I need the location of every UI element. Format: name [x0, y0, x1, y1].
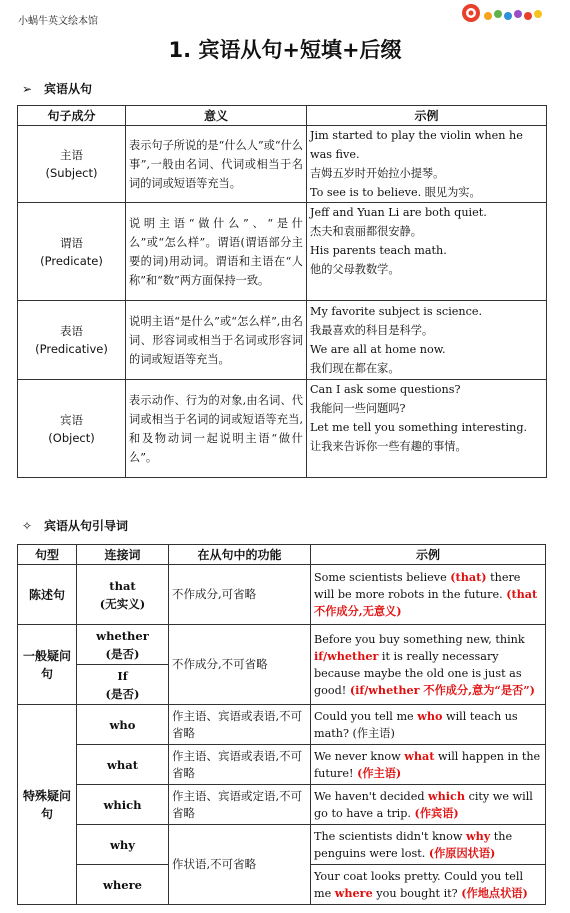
- conjunction-word: If: [117, 668, 128, 683]
- conjunction-word: that: [109, 578, 136, 593]
- section-heading-text: 宾语从句引导词: [44, 519, 129, 533]
- table-row: [18, 745, 546, 785]
- function-cell: 作状语,不可省略: [169, 825, 311, 905]
- column-header: 句子成分: [18, 106, 126, 126]
- example-text: there will be more robots in the future.: [314, 571, 521, 601]
- role-cell: [18, 301, 126, 380]
- example-text: the penguins were lost.: [314, 829, 513, 860]
- example-line: 杰夫和袁丽都很安静。: [310, 225, 422, 238]
- example-line: Let me tell you something interesting.: [310, 421, 528, 434]
- example-text: Could you tell me: [314, 709, 418, 723]
- table-row: [18, 785, 546, 825]
- meaning-cell: 说明主语“是什么”或“怎么样”,由名词、形容词或相当于名词或形容词的词或短语等充当。: [126, 301, 307, 380]
- highlight-note: (作主语): [357, 765, 402, 780]
- column-header: 连接词: [77, 545, 169, 565]
- table-row: [18, 301, 547, 380]
- highlight-note: (作地点状语): [461, 885, 528, 900]
- conjunction-cell: which: [77, 785, 169, 825]
- highlight-text: (that): [450, 570, 487, 584]
- example-line: His parents teach math.: [310, 244, 447, 257]
- role-cn: 谓语: [60, 235, 83, 250]
- example-cell: [307, 380, 547, 478]
- section-heading-text: 宾语从句: [44, 82, 93, 96]
- conjunction-table: [17, 544, 546, 905]
- example-line: 让我来告诉你一些有趣的事情。: [310, 440, 467, 453]
- object-clause-table: [17, 105, 547, 478]
- example-cell: [311, 625, 546, 705]
- conjunction-cell: [77, 625, 169, 665]
- example-line: 我能问一些问题吗?: [310, 402, 406, 415]
- table-row: [18, 565, 546, 625]
- highlight-note: (作原因状语): [428, 845, 496, 860]
- conjunction-cell: [77, 665, 169, 705]
- column-header: 意义: [126, 106, 307, 126]
- example-text: We haven't decided: [314, 789, 429, 803]
- table-row: [18, 625, 546, 665]
- example-line: We are all at home now.: [310, 343, 446, 356]
- conjunction-note: (无实义): [99, 596, 146, 611]
- example-text: will happen in the future!: [314, 749, 541, 780]
- role-cell: [18, 126, 126, 203]
- example-cell: [311, 565, 546, 625]
- example-line: 我最喜欢的科目是科学。: [310, 324, 434, 337]
- role-en: (Predicate): [40, 253, 103, 268]
- example-text: Your coat looks pretty. Could you tell me: [314, 869, 524, 900]
- role-cell: [18, 380, 126, 478]
- example-text: Before you buy something new, think: [314, 632, 525, 646]
- table-header-row: [18, 545, 546, 565]
- conjunction-cell: [77, 565, 169, 625]
- meaning-cell: 说明主语“做什么”、“是什么”或“怎么样”。谓语(谓语部分主要的词)用动词。谓语和主语在“人称”和“数”两方面保持一致。: [126, 203, 307, 301]
- snail-logo-icon: [458, 2, 544, 24]
- example-text: We never know: [314, 749, 405, 763]
- section-heading-object-clause: [22, 80, 92, 97]
- section-heading-conjunctions: [22, 517, 128, 534]
- example-line: My favorite subject is science.: [310, 305, 483, 318]
- sentence-type-cell: 陈述句: [18, 565, 77, 625]
- table-row: [18, 380, 547, 478]
- role-cn: 表语: [60, 324, 83, 338]
- example-cell: [311, 705, 546, 745]
- highlight-text: what: [404, 748, 435, 763]
- example-line: To see is to believe. 眼见为实。: [310, 186, 481, 199]
- table-row: [18, 705, 546, 745]
- role-cn: 宾语: [60, 412, 83, 427]
- diamond-bullet-icon: ✧: [22, 518, 33, 533]
- highlight-note: (that 不作成分,无意义): [314, 587, 538, 618]
- conjunction-note: (是否): [105, 646, 140, 661]
- column-header: 示例: [307, 106, 547, 126]
- example-cell: [311, 785, 546, 825]
- example-line: 他的父母教数学。: [310, 263, 400, 276]
- highlight-text: if/whether: [314, 648, 379, 663]
- highlight-text: who: [417, 708, 443, 723]
- highlight-text: which: [428, 788, 466, 803]
- function-cell: 作主语、宾语或表语,不可省略: [169, 745, 311, 785]
- example-text: it is really necessary because maybe the old one is just as good!: [314, 649, 522, 697]
- function-cell: 不作成分,不可省略: [169, 625, 311, 705]
- example-cell: [311, 825, 546, 865]
- meaning-cell: 表示动作、行为的对象,由名词、代词或相当于名词的词或短语等充当,和及物动词一起说明主语“做什么”。: [126, 380, 307, 478]
- example-line: Can I ask some questions?: [310, 383, 461, 396]
- sentence-type-cell: 一般疑问句: [18, 625, 77, 705]
- function-cell: 作主语、宾语或表语,不可省略: [169, 705, 311, 745]
- table-row: [18, 825, 546, 865]
- role-en: (Object): [48, 430, 95, 445]
- example-cell: [307, 203, 547, 301]
- example-text: Some scientists believe: [314, 571, 451, 584]
- conjunction-word: whether: [96, 628, 149, 643]
- example-text: The scientists didn't know: [314, 829, 466, 843]
- example-line: 吉姆五岁时开始拉小提琴。: [310, 167, 445, 180]
- role-cell: [18, 203, 126, 301]
- column-header: 句型: [18, 545, 77, 565]
- arrow-bullet-icon: ➢: [22, 81, 33, 96]
- highlight-text: why: [465, 828, 491, 843]
- example-text: city we will go to have a trip.: [314, 789, 533, 820]
- example-cell: [311, 865, 546, 905]
- sentence-type-cell: 特殊疑问句: [18, 705, 77, 905]
- highlight-text: where: [334, 885, 373, 900]
- conjunction-cell: what: [77, 745, 169, 785]
- example-line: Jim started to play the violin when he was five.: [310, 129, 523, 161]
- function-cell: 不作成分,可省略: [169, 565, 311, 625]
- example-line: Jeff and Yuan Li are both quiet.: [310, 206, 487, 219]
- conjunction-note: (是否): [105, 686, 140, 701]
- conjunction-cell: where: [77, 865, 169, 905]
- table-row: [18, 126, 547, 203]
- table-header-row: [18, 106, 547, 126]
- column-header: 示例: [311, 545, 546, 565]
- role-en: (Subject): [45, 166, 98, 180]
- example-cell: [307, 301, 547, 380]
- highlight-note: (if/whether 不作成分,意为“是否”): [349, 682, 535, 697]
- highlight-note: (作宾语): [414, 805, 459, 820]
- table-row: [18, 203, 547, 301]
- example-cell: [307, 126, 547, 203]
- brand-name: 小蜗牛英文绘本馆: [18, 16, 98, 27]
- function-cell: 作主语、宾语或定语,不可省略: [169, 785, 311, 825]
- meaning-cell: 表示句子所说的是“什么人”或“什么事”,一般由名词、代词或相当于名词的词或短语等充当。: [126, 126, 307, 203]
- example-line: 我们现在都在家。: [310, 362, 400, 375]
- conjunction-cell: who: [77, 705, 169, 745]
- page-title: 1. 宾语从句+短填+后缀: [168, 38, 402, 62]
- conjunction-cell: why: [77, 825, 169, 865]
- column-header: 在从句中的功能: [169, 545, 311, 565]
- role-cn: 主语: [60, 148, 83, 162]
- example-text: you bought it?: [372, 886, 462, 900]
- example-cell: [311, 745, 546, 785]
- example-text: will teach us math? (作主语): [314, 709, 518, 740]
- role-en: (Predicative): [35, 342, 108, 356]
